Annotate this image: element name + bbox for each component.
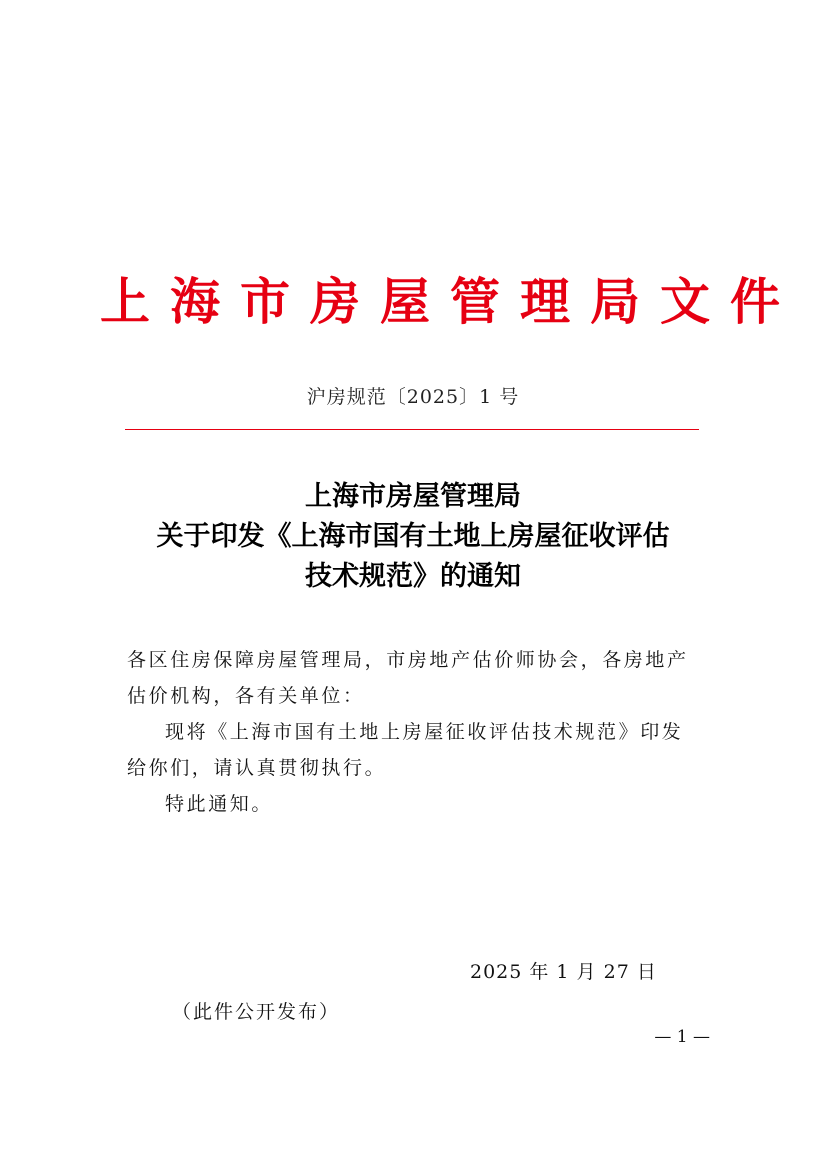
title-line-3: 技术规范》的通知 <box>305 561 521 592</box>
recipients-paragraph: 各区住房保障房屋管理局，市房地产估价师协会，各房地产估价机构，各有关单位： <box>127 649 689 707</box>
document-body <box>127 642 701 822</box>
closing-paragraph: 特此通知。 <box>165 793 274 815</box>
body-paragraph: 现将《上海市国有土地上房屋征收评估技术规范》印发给你们，请认真贯彻执行。 <box>127 721 684 779</box>
issue-date: 2025 年 1 月 27 日 <box>470 961 657 983</box>
title-line-1: 上海市房屋管理局 <box>305 481 521 512</box>
red-divider-line <box>125 429 699 430</box>
title-line-2: 关于印发《上海市国有土地上房屋征收评估 <box>156 521 670 552</box>
page-number: — 1 — <box>654 1027 710 1047</box>
issuing-authority-header: 上海市房屋管理局文件 <box>100 272 800 331</box>
document-number: 沪房规范〔2025〕1 号 <box>306 386 520 408</box>
document-title <box>110 477 716 597</box>
publication-note: （此件公开发布） <box>172 1001 341 1023</box>
